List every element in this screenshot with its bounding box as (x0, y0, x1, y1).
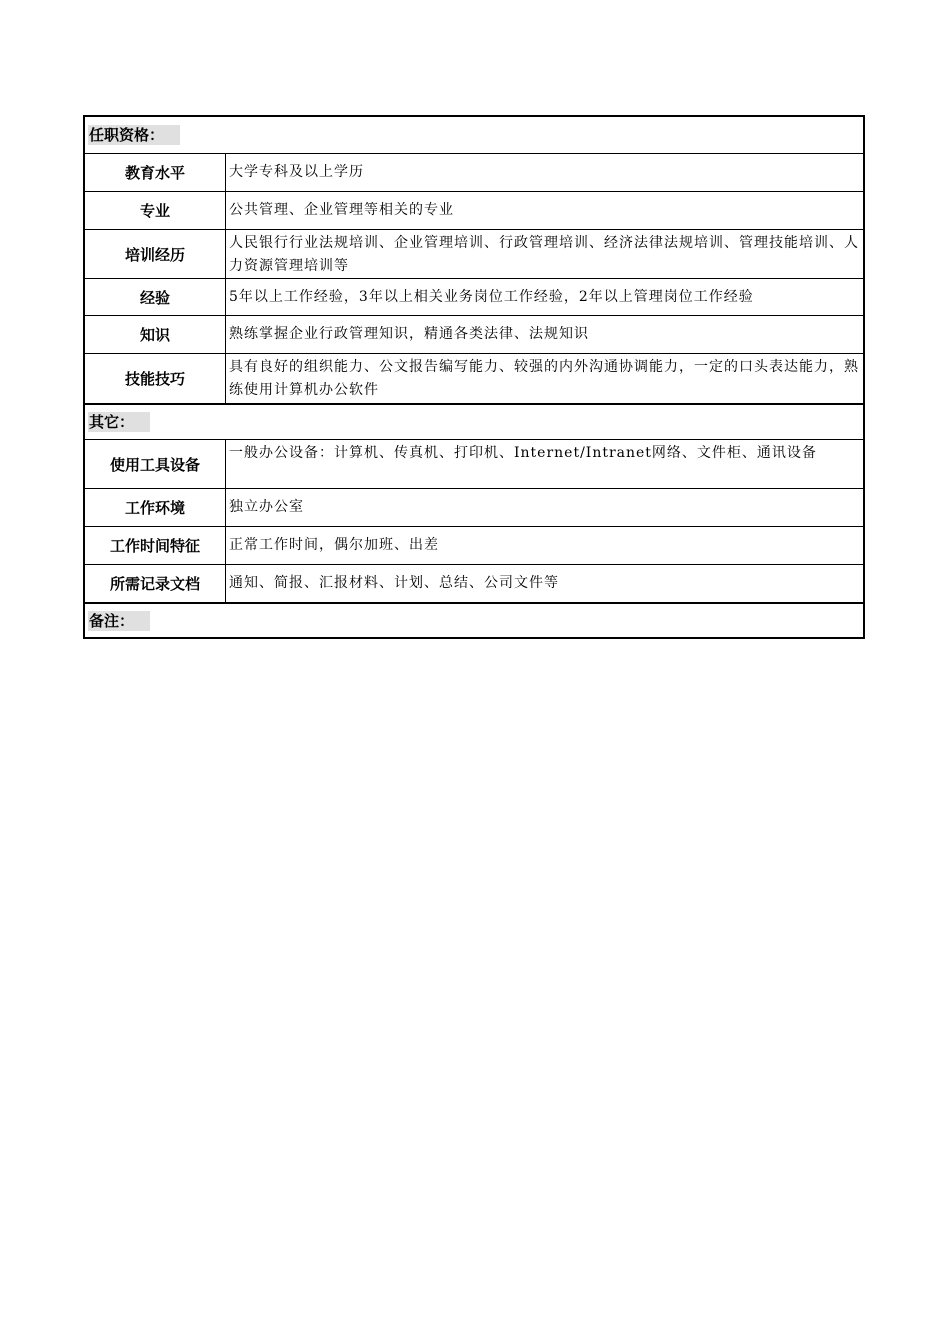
table-row-tools (85, 440, 863, 489)
remarks-header (85, 602, 863, 637)
row-label: 工作环境 (85, 489, 226, 526)
table-row-experience (85, 279, 863, 316)
row-value: 正常工作时间，偶尔加班、出差 (229, 537, 439, 553)
table-row-skills (85, 354, 863, 403)
row-value: 通知、简报、汇报材料、计划、总结、公司文件等 (229, 575, 559, 591)
row-label: 教育水平 (85, 154, 226, 191)
table-row-work-time (85, 527, 863, 565)
remarks-header-label: 备注： (88, 611, 150, 631)
row-label: 知识 (85, 316, 226, 353)
other-header-label: 其它： (88, 412, 150, 432)
row-value: 人民银行行业法规培训、企业管理培训、行政管理培训、经济法律法规培训、管理技能培训、人力资源管理培训等 (229, 235, 859, 274)
table-row-documents (85, 565, 863, 602)
row-value: 独立办公室 (229, 499, 304, 515)
table-row-training (85, 230, 863, 279)
row-value: 熟练掌握企业行政管理知识，精通各类法律、法规知识 (229, 326, 589, 342)
qualifications-header-label: 任职资格： (88, 125, 180, 145)
row-label: 培训经历 (85, 230, 226, 278)
row-value: 公共管理、企业管理等相关的专业 (229, 202, 454, 218)
row-label: 专业 (85, 192, 226, 229)
table-row-education (85, 154, 863, 192)
row-value: 一般办公设备：计算机、传真机、打印机、Internet/Intranet网络、文件柜、通讯设备 (229, 445, 817, 461)
row-label: 使用工具设备 (85, 440, 226, 488)
row-label: 经验 (85, 279, 226, 315)
row-label: 技能技巧 (85, 354, 226, 403)
table-row-knowledge (85, 316, 863, 354)
table-row-environment (85, 489, 863, 527)
job-requirements-table (83, 115, 865, 639)
other-header (85, 403, 863, 440)
row-value: 大学专科及以上学历 (229, 164, 364, 180)
row-value: 具有良好的组织能力、公文报告编写能力、较强的内外沟通协调能力，一定的口头表达能力，熟练使用计算机办公软件 (229, 359, 859, 398)
qualifications-header (85, 117, 863, 154)
table-row-major (85, 192, 863, 230)
row-label: 所需记录文档 (85, 565, 226, 602)
row-value: 5年以上工作经验，3年以上相关业务岗位工作经验，2年以上管理岗位工作经验 (229, 288, 754, 305)
row-label: 工作时间特征 (85, 527, 226, 564)
